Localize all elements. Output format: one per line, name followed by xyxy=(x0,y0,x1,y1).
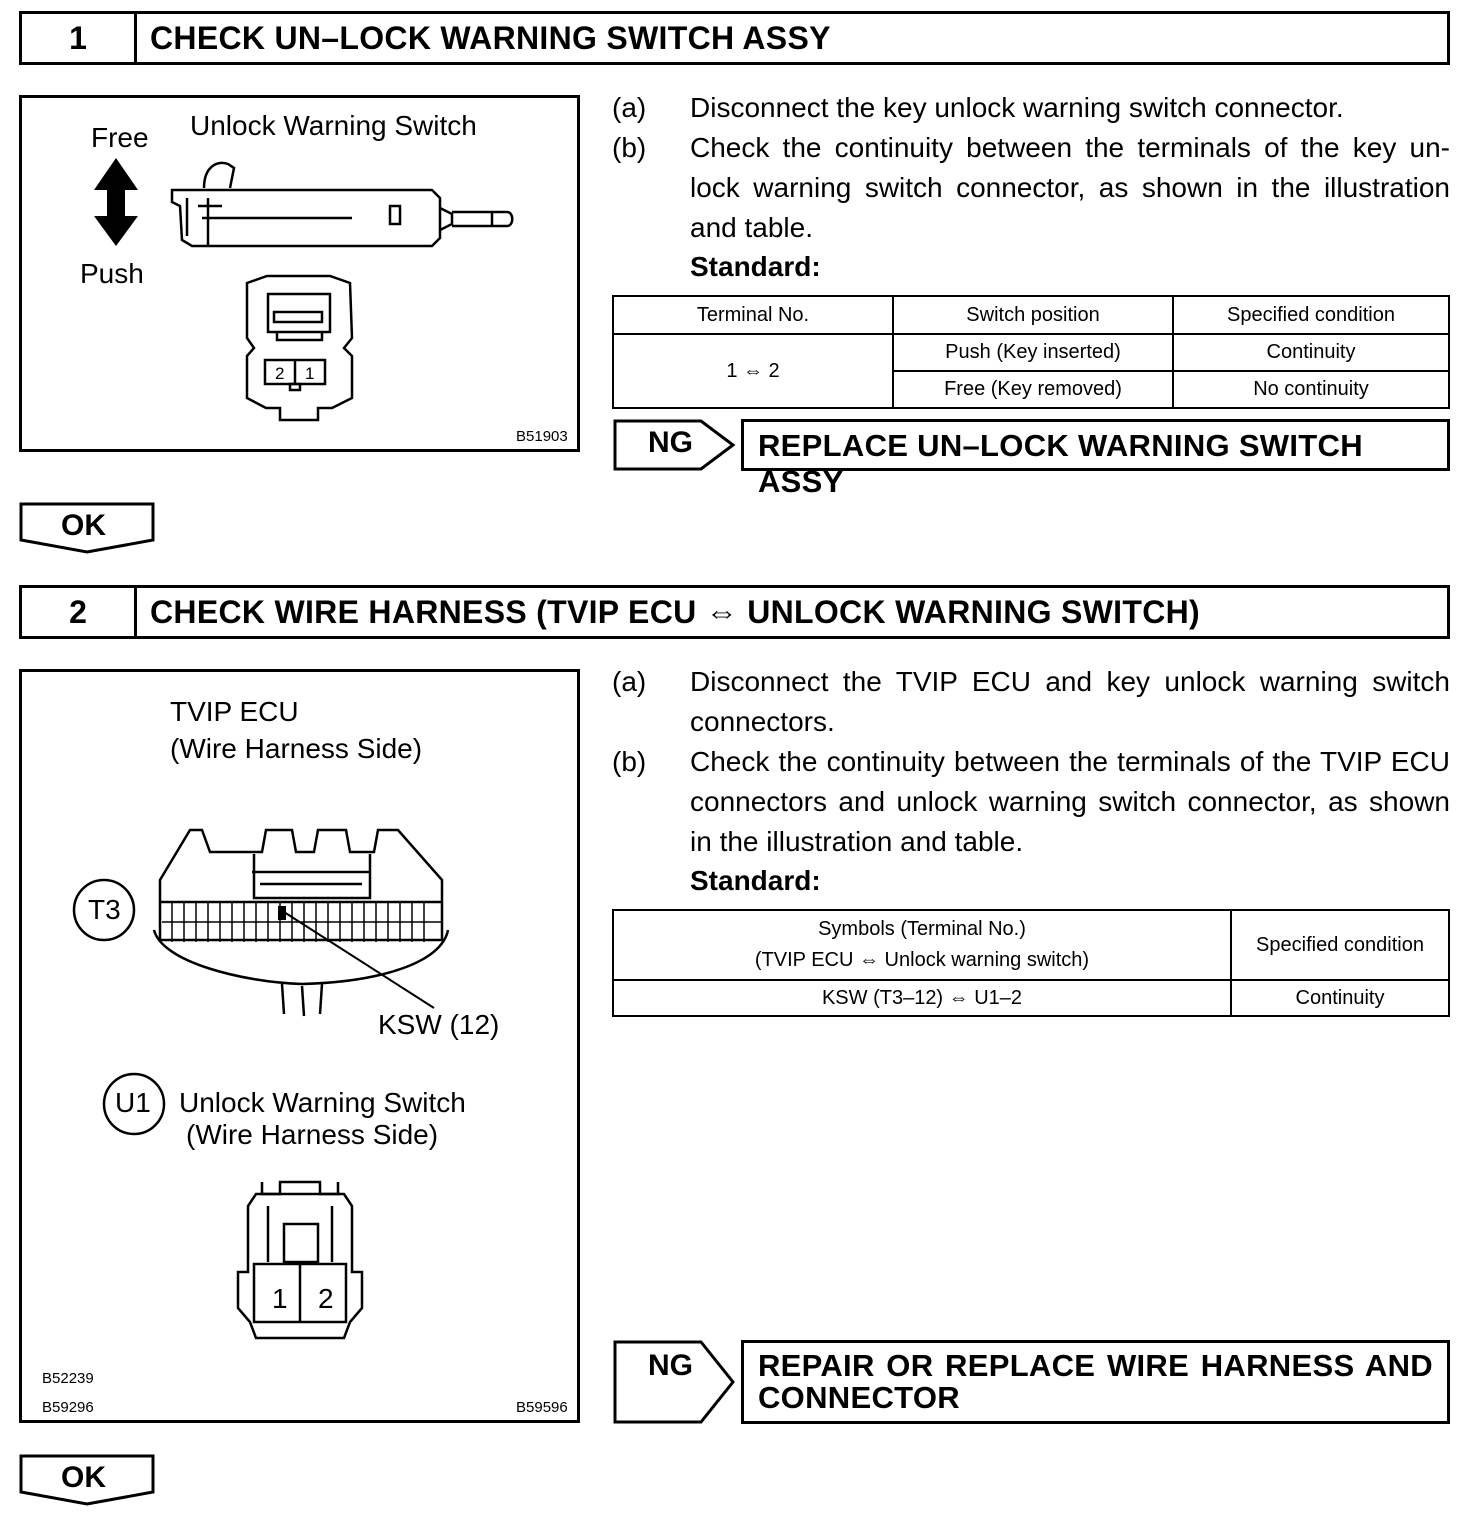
instruction-text: Disconnect the TVIP ECU and key unlock warning switch connectors. xyxy=(690,666,1450,737)
step-2-title: CHECK WIRE HARNESS (TVIP ECU ⇔ UNLOCK WARNING SWITCH) xyxy=(150,593,1200,630)
u1-label: U1 xyxy=(115,1087,151,1118)
instruction-tag: (a) xyxy=(612,666,647,697)
table-cell: Continuity xyxy=(1231,980,1449,1016)
table-header: Terminal No. xyxy=(613,296,893,334)
switch-illustration xyxy=(22,98,577,449)
step-1-title: CHECK UN–LOCK WARNING SWITCH ASSY xyxy=(150,19,831,56)
step-1-spec-table xyxy=(612,295,1450,409)
step-2-ok-label: OK xyxy=(61,1461,106,1494)
step-1-ng-action: REPLACE UN–LOCK WARNING SWITCH ASSY xyxy=(741,419,1450,471)
figure-code-2: B59296 xyxy=(42,1399,94,1416)
table-cell: Free (Key removed) xyxy=(893,371,1173,408)
table-header: Switch position xyxy=(893,296,1173,334)
switch-label: Unlock Warning Switch xyxy=(190,110,477,141)
step-2-ng-label: NG xyxy=(648,1349,693,1382)
instruction-tag: (b) xyxy=(612,746,647,777)
instruction-tag: (b) xyxy=(612,132,647,163)
push-label: Push xyxy=(80,258,144,289)
pin-1-label: 1 xyxy=(272,1283,288,1314)
table-header-symbols xyxy=(613,910,1231,980)
switch-side-label: (Wire Harness Side) xyxy=(186,1119,439,1150)
step-2-instruction-b xyxy=(612,742,1452,862)
step-2-ng-action: REPAIR OR REPLACE WIRE HARNESS AND CONNECTOR xyxy=(741,1340,1450,1424)
t3-label: T3 xyxy=(88,894,121,925)
table-header-line: Symbols (Terminal No.) xyxy=(818,918,1026,940)
step-2-instruction-a xyxy=(612,662,1452,742)
step-2-header xyxy=(19,585,1450,639)
instruction-text: Check the continuity between the terminals of the key un-lock warning switch connector, as shown in the illustration and table. xyxy=(690,132,1450,243)
instruction-tag: (a) xyxy=(612,92,647,123)
table-cell: No continuity xyxy=(1173,371,1449,408)
step-1-instruction-b xyxy=(612,128,1452,248)
step-1-ok-label: OK xyxy=(61,509,106,542)
table-header: Specified condition xyxy=(1231,910,1449,980)
pin-2-label: 2 xyxy=(275,364,285,383)
step-1-ng-label: NG xyxy=(648,426,693,459)
step-1-number: 1 xyxy=(22,14,137,62)
table-cell-terminal: 1 ⇔ 2 xyxy=(613,334,893,408)
table-header-line: (TVIP ECU ⇔ Unlock warning switch) xyxy=(754,949,1090,971)
instruction-text: Check the continuity between the terminals of the TVIP ECU connectors and unlock warning switch connector, as shown in the illustration and table. xyxy=(690,746,1450,857)
table-header: Specified condition xyxy=(1173,296,1449,334)
ecu-label: TVIP ECU xyxy=(170,696,299,727)
ecu-side-label: (Wire Harness Side) xyxy=(170,733,423,764)
table-cell: Continuity xyxy=(1173,334,1449,371)
table-cell: Push (Key inserted) xyxy=(893,334,1173,371)
step-2-standard-label: Standard: xyxy=(690,865,821,896)
step-1-standard-label: Standard: xyxy=(690,251,821,282)
step-1-instruction-a xyxy=(612,88,1452,128)
switch-label: Unlock Warning Switch xyxy=(179,1087,466,1118)
step-2-number: 2 xyxy=(22,588,137,636)
ksw-label: KSW (12) xyxy=(378,1009,500,1040)
figure-code: B51903 xyxy=(516,428,568,445)
figure-code-3: B59596 xyxy=(516,1399,568,1416)
step-1-header xyxy=(19,11,1450,65)
figure-code-1: B52239 xyxy=(42,1370,94,1387)
instruction-text: Disconnect the key unlock warning switch connector. xyxy=(690,92,1344,123)
step-2-figure xyxy=(19,669,580,1423)
pin-2-label: 2 xyxy=(318,1283,334,1314)
pin-1-label: 1 xyxy=(305,364,315,383)
step-1-figure xyxy=(19,95,580,452)
free-label: Free xyxy=(91,122,149,153)
ecu-connector-illustration xyxy=(22,672,577,1420)
double-arrow-icon xyxy=(94,158,138,246)
table-cell: KSW (T3–12) ⇔ U1–2 xyxy=(613,980,1231,1016)
step-2-spec-table xyxy=(612,909,1450,1017)
